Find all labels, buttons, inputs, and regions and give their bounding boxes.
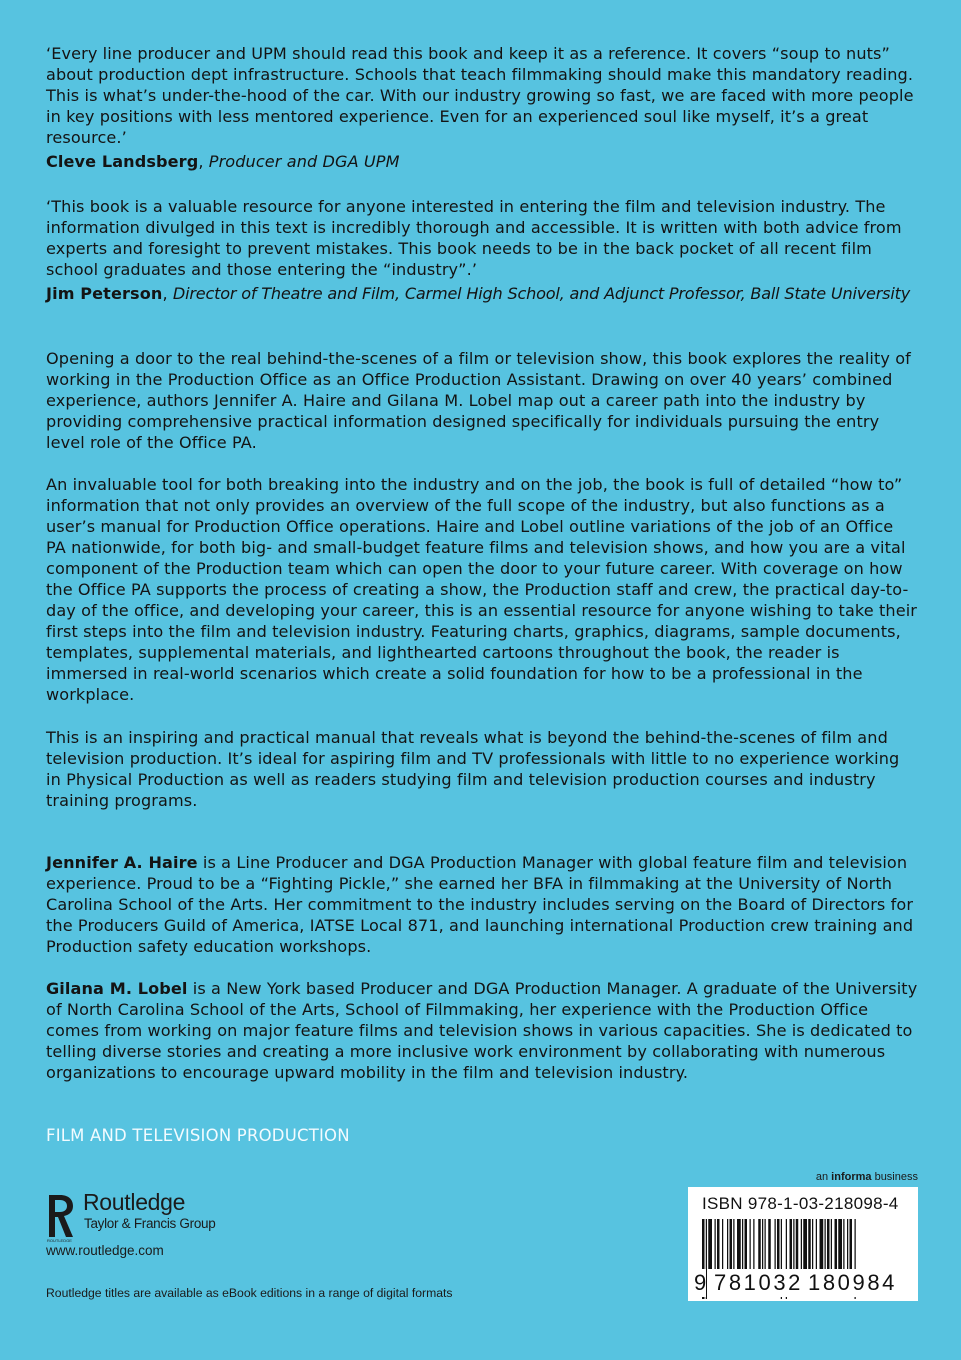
barcode-bar: [730, 1219, 733, 1269]
author-bio-haire: [46, 852, 918, 957]
description-paragraph: [46, 727, 918, 811]
barcode-lead-digit: 9: [694, 1270, 707, 1295]
endorsement-jim-peterson: [46, 196, 918, 304]
barcode-bar: [838, 1219, 842, 1269]
routledge-r-mark-icon: [46, 1193, 76, 1243]
barcode-bar: [733, 1219, 734, 1269]
barcode-bar: [737, 1219, 741, 1269]
bio-text: [46, 852, 918, 957]
barcode-bar: [847, 1219, 848, 1269]
barcode-bar: [850, 1219, 853, 1269]
barcode-bar: [762, 1219, 763, 1269]
barcode-bar: [727, 1219, 728, 1269]
barcode-bar: [750, 1219, 751, 1269]
barcode-bar: [796, 1219, 799, 1269]
isbn-barcode: [688, 1187, 918, 1301]
endorser-role: Director of Theatre and Film, Carmel High School, and Adjunct Professor, Ball State University: [172, 284, 911, 303]
barcode-bar: [765, 1219, 766, 1269]
endorsement-attribution: Cleve Landsberg, Producer and DGA UPM: [46, 152, 400, 171]
barcode-right-digits: 180984: [808, 1270, 898, 1295]
publisher-name: Routledge: [83, 1189, 186, 1215]
svg-text:ROUTLEDGE: ROUTLEDGE: [47, 1238, 72, 1243]
barcode-bar: [768, 1219, 771, 1269]
barcode-bar: [708, 1219, 712, 1269]
endorsement-cleve-landsberg: [46, 43, 918, 172]
description-paragraph: [46, 348, 918, 453]
description-paragraph: [46, 474, 918, 705]
author-name: Gilana M. Lobel: [46, 979, 188, 998]
barcode-bar: [808, 1219, 811, 1269]
endorser-name: Jim Peterson: [46, 284, 163, 303]
barcode-bar: [717, 1219, 720, 1269]
endorsement-text: ‘This book is a valuable resource for anyone interested in entering the film and television industry. The information divulged in this text is incredibly thorough and accessible. It is written with both advice from experts and foresight to prevent mistakes. This book needs to be in the back pocket of all recent film school graduates and those entering the “industry”.’: [46, 197, 902, 279]
barcode-bar: [790, 1219, 793, 1269]
author-bio-lobel: [46, 978, 918, 1083]
barcode-bar: [816, 1219, 817, 1269]
barcode-bar: [820, 1219, 824, 1269]
informa-word: informa: [831, 1171, 872, 1183]
barcode-bar: [843, 1219, 844, 1269]
barcode-bar: [745, 1219, 748, 1269]
isbn-label: ISBN 978-1-03-218098-4: [702, 1194, 899, 1213]
bio-text: [46, 978, 918, 1083]
barcode-bar: [758, 1219, 761, 1269]
barcode-bar: [722, 1219, 723, 1269]
bio-body: is a Line Producer and DGA Production Manager with global feature film and television experience. Proud to be a “Fighting Pickle,” she earned her BFA in filmmaking at the University of North Carolina School of the Arts. Her commitment to the industry includes serving on the Board of Directors for the Producers Guild of America, IATSE Local 871, and launching international Production crew training and Production safety education workshops.: [46, 853, 914, 956]
barcode-bar: [793, 1219, 794, 1269]
informa-suffix: business: [871, 1171, 918, 1183]
endorsement-text: ‘Every line producer and UPM should read this book and keep it as a reference. It covers “soup to nuts” about production dept infrastructure. Schools that teach filmmaking should make this mandatory reading. This is what’s under-the-hood of the car. With our industry growing so fast, we are faced with more people in key positions with less mentored experience. Even for an experienced soul like myself, it’s a great resource.’: [46, 44, 914, 147]
barcode-bar: [715, 1219, 716, 1269]
barcode-bar: [825, 1219, 826, 1269]
informa-business-tagline: [816, 1171, 918, 1183]
barcode-bar: [753, 1219, 754, 1269]
endorsement-attribution: Jim Peterson, Director of Theatre and Film, Carmel High School, and Adjunct Professor, Ball State University: [46, 284, 911, 303]
barcode-bar: [827, 1219, 830, 1269]
barcode-bar: [801, 1219, 802, 1269]
description-text: Opening a door to the real behind-the-scenes of a film or television show, this book explores the reality of working in the Production Office as an Office Production Assistant. Drawing on over 40 years’ combined experience, authors Jennifer A. Haire and Gilana M. Lobel map out a career path into the industry by providing comprehensive practical information designed specifically for individuals pursuing the entry level role of the Office PA.: [46, 349, 911, 452]
series-label: FILM AND TELEVISION PRODUCTION: [46, 1126, 350, 1145]
barcode-bar: [775, 1219, 776, 1269]
endorser-role: Producer and DGA UPM: [208, 152, 400, 171]
barcode-bar: [803, 1219, 807, 1269]
bio-body: is a New York based Producer and DGA Production Manager. A graduate of the University of North Carolina School of the Arts, School of Filmmaking, her experience with the Production Office comes from working on major feature films and television shows in various capacities. She is dedicated to telling diverse stories and creating a more inclusive work environment by collaborating with numerous organizations to encourage upward mobility in the film and television industry.: [46, 979, 918, 1082]
endorser-name: Cleve Landsberg: [46, 152, 199, 171]
description-text: An invaluable tool for both breaking into the industry and on the job, the book is full of detailed “how to” information that not only provides an overview of the full scope of the industry, but also functions as a user’s manual for Production Office operations. Haire and Lobel outline variations of the job of an Office PA nationwide, for both big- and small-budget feature films and television shows, and how you are a vital component of the Production team which can open the door to your future career. With coverage on how the Office PA supports the process of creating a show, the Production staff and crew, the practical day-to-day of the office, and developing your career, this is an essential resource for anyone wishing to take their first steps into the film and television industry. Featuring charts, graphics, diagrams, sample documents, templates, supplemental materials, and lighthearted cartoons throughout the book, the reader is immersed in real-world scenarios which create a solid foundation for how to be a professional in the workplace.: [46, 475, 917, 704]
routledge-logo: [46, 1189, 246, 1243]
description-text: This is an inspiring and practical manual that reveals what is beyond the behind-the-scenes of film and television production. It’s ideal for aspiring film and TV professionals with little to no experience working in Physical Production as well as readers studying film and television production courses and industry training programs.: [46, 728, 900, 810]
barcode-bar: [831, 1219, 832, 1269]
publisher-url[interactable]: www.routledge.com: [46, 1243, 164, 1258]
barcode-left-digits: 781032: [714, 1270, 804, 1295]
publisher-group: Taylor & Francis Group: [84, 1216, 216, 1231]
barcode-bar: [742, 1219, 743, 1269]
informa-prefix: an: [815, 1171, 832, 1183]
barcode-bar: [812, 1219, 813, 1269]
barcode-bar: [777, 1219, 780, 1269]
ebook-note: Routledge titles are available as eBook editions in a range of digital formats: [46, 1286, 453, 1300]
author-name: Jennifer A. Haire: [46, 853, 198, 872]
barcode-bar: [835, 1219, 838, 1269]
barcode-digits: [694, 1269, 912, 1299]
